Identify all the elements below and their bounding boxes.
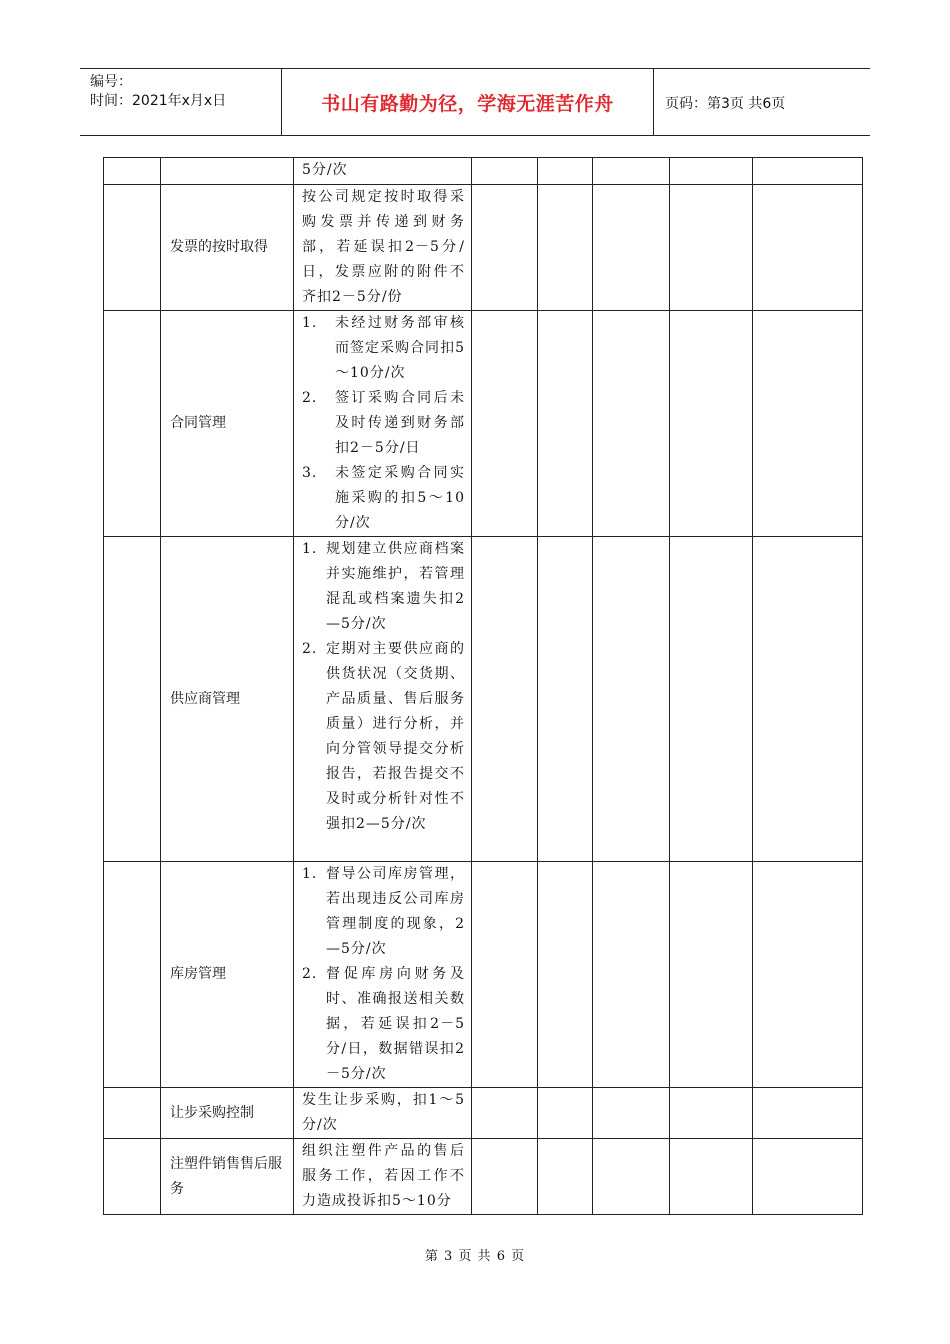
item-name-cell: 供应商管理 — [161, 537, 294, 862]
criteria-list-item — [302, 537, 465, 637]
score-cell — [538, 862, 593, 1088]
score-cell — [538, 311, 593, 537]
page-footer: 第 3 页 共 6 页 — [424, 1249, 526, 1264]
criteria-cell — [294, 185, 472, 311]
score-cell — [753, 537, 863, 862]
score-cell — [593, 158, 670, 185]
list-text: 未签定采购合同实施采购的扣5～10分/次 — [335, 465, 465, 531]
date-label: 时间：2021年x月x日 — [90, 93, 227, 109]
score-cell — [670, 311, 753, 537]
score-cell — [593, 1088, 670, 1139]
score-cell — [670, 185, 753, 311]
table-row — [104, 1139, 863, 1215]
score-cell — [472, 158, 538, 185]
criteria-text: 组织注塑件产品的售后服务工作，若因工作不力造成投诉扣5～10分 — [302, 1143, 465, 1209]
table-row — [104, 311, 863, 537]
serial-number-label: 编号： — [90, 74, 132, 90]
item-name-cell: 合同管理 — [161, 311, 294, 537]
score-cell — [472, 1088, 538, 1139]
score-cell — [538, 1139, 593, 1215]
header-page-indicator: 页码：第3页 共6页 — [665, 96, 786, 112]
score-cell — [593, 537, 670, 862]
criteria-list-item — [302, 461, 465, 536]
table-row — [104, 862, 863, 1088]
criteria-cell — [294, 1088, 472, 1139]
category-cell — [104, 1088, 161, 1139]
list-number: 2. — [302, 966, 318, 982]
list-number: 2. — [302, 390, 318, 406]
score-cell — [472, 185, 538, 311]
table-row — [104, 537, 863, 862]
score-cell — [753, 1139, 863, 1215]
criteria-list-item — [302, 637, 465, 837]
list-number: 1. — [302, 315, 318, 331]
score-cell — [670, 158, 753, 185]
criteria-text: 按公司规定按时取得采购发票并传递到财务部，若延误扣2－5分/日，发票应附的附件不齐扣2－5分/份 — [302, 189, 465, 305]
score-cell — [472, 1139, 538, 1215]
item-name-cell: 发票的按时取得 — [161, 185, 294, 311]
criteria-cell — [294, 537, 472, 862]
category-cell — [104, 185, 161, 311]
criteria-list-item — [302, 962, 465, 1087]
list-text: 定期对主要供应商的供货状况（交货期、产品质量、售后服务质量）进行分析，并向分管领导提交分析报告，若报告提交不及时或分析针对性不强扣2—5分/次 — [326, 641, 465, 832]
list-number: 3. — [302, 465, 318, 481]
category-cell — [104, 311, 161, 537]
score-cell — [753, 862, 863, 1088]
list-number: 2. — [302, 641, 318, 657]
score-cell — [538, 158, 593, 185]
criteria-cell — [294, 311, 472, 537]
list-text: 督促库房向财务及时、准确报送相关数据，若延误扣2－5分/日，数据错误扣2－5分/次 — [326, 966, 465, 1082]
assessment-table — [103, 157, 863, 1215]
category-cell — [104, 1139, 161, 1215]
score-cell — [472, 311, 538, 537]
list-number: 1. — [302, 541, 318, 557]
category-cell — [104, 158, 161, 185]
criteria-list-item — [302, 386, 465, 461]
score-cell — [538, 537, 593, 862]
score-cell — [670, 537, 753, 862]
table-row — [104, 1088, 863, 1139]
item-name-cell: 库房管理 — [161, 862, 294, 1088]
item-name-cell: 让步采购控制 — [161, 1088, 294, 1139]
score-cell — [538, 1088, 593, 1139]
score-cell — [753, 185, 863, 311]
item-name-cell — [161, 158, 294, 185]
header-divider — [653, 69, 654, 135]
criteria-text: 5分/次 — [302, 162, 348, 178]
criteria-cell — [294, 158, 472, 185]
score-cell — [538, 185, 593, 311]
criteria-list-item — [302, 862, 465, 962]
score-cell — [472, 537, 538, 862]
header-meta — [90, 73, 280, 111]
score-cell — [670, 1088, 753, 1139]
criteria-cell — [294, 862, 472, 1088]
list-text: 督导公司库房管理，若出现违反公司库房管理制度的现象，2—5分/次 — [326, 866, 465, 957]
list-text: 未经过财务部审核而签定采购合同扣5～10分/次 — [335, 315, 465, 381]
score-cell — [593, 185, 670, 311]
score-cell — [670, 1139, 753, 1215]
score-cell — [753, 1088, 863, 1139]
criteria-list-item — [302, 311, 465, 386]
score-cell — [593, 1139, 670, 1215]
score-cell — [472, 862, 538, 1088]
criteria-cell — [294, 1139, 472, 1215]
table-row — [104, 185, 863, 311]
criteria-text: 发生让步采购，扣1～5分/次 — [302, 1092, 465, 1133]
score-cell — [593, 311, 670, 537]
score-cell — [593, 862, 670, 1088]
score-cell — [753, 311, 863, 537]
list-text: 签订采购合同后未及时传递到财务部扣2－5分/日 — [335, 390, 465, 456]
score-cell — [753, 158, 863, 185]
item-name-cell: 注塑件销售售后服务 — [161, 1139, 294, 1215]
category-cell — [104, 862, 161, 1088]
score-cell — [670, 862, 753, 1088]
header-motto: 书山有路勤为径，学海无涯苦作舟 — [321, 92, 614, 115]
category-cell — [104, 537, 161, 862]
list-number: 1. — [302, 866, 318, 882]
document-header — [80, 68, 870, 136]
list-text: 规划建立供应商档案并实施维护，若管理混乱或档案遗失扣2—5分/次 — [326, 541, 465, 632]
table-row — [104, 158, 863, 185]
